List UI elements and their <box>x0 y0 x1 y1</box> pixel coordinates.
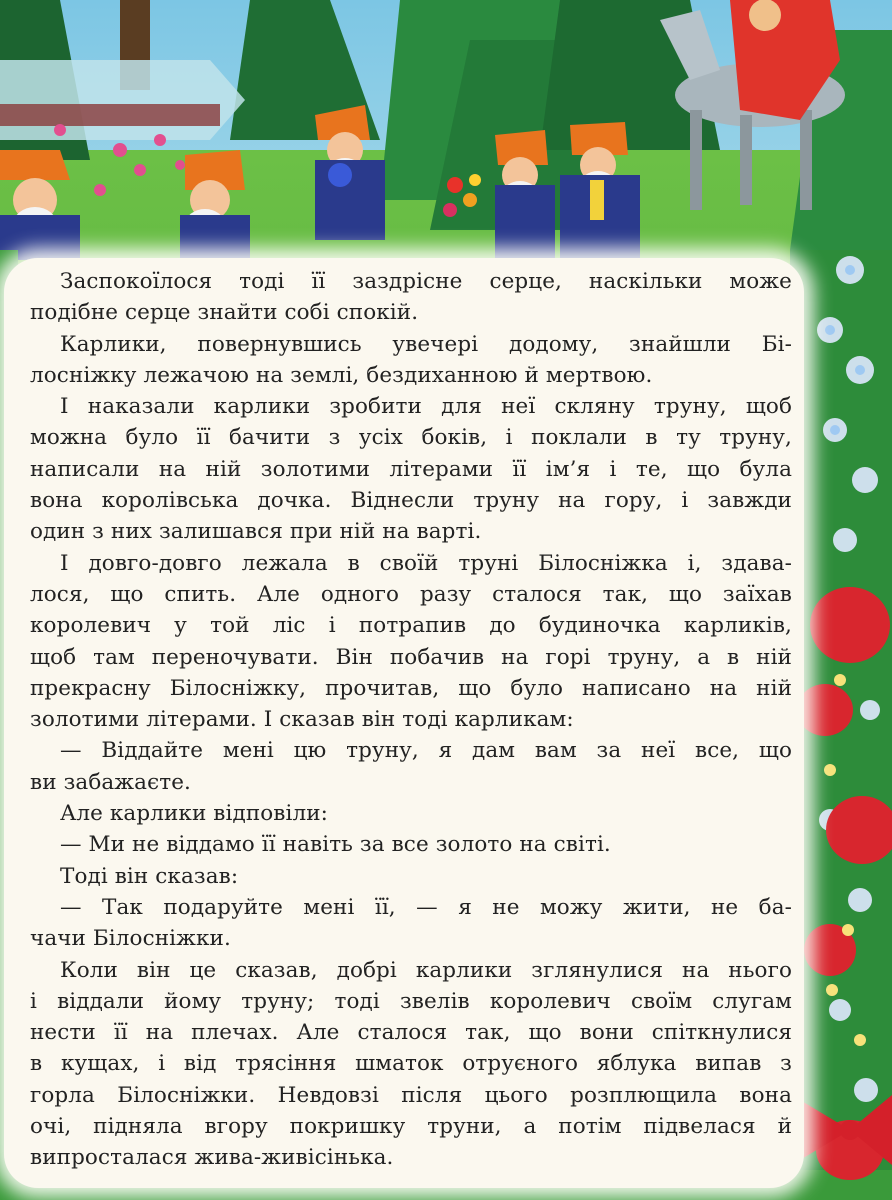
text-line: вона королівська дочка. Віднесли труну на гору, і завжди <box>30 488 792 514</box>
story-text <box>30 266 792 1174</box>
text-line: — Так подаруйте мені її, — я не можу жити, не ба- <box>60 894 792 920</box>
paragraph <box>30 548 792 736</box>
dwarf-4 <box>495 130 555 260</box>
text-line: Коли він це сказав, добрі карлики зглянулися на нього <box>60 957 792 983</box>
text-line: — Ми не віддамо її навіть за все золото на світі. <box>60 832 611 858</box>
text-line: королевич у той ліс і потрапив до будиночка карликів, <box>30 613 792 639</box>
text-line: випросталася жива-живісінька. <box>30 1145 394 1171</box>
text-line: лосніжку лежачою на землі, бездиханною й мертвою. <box>30 362 653 388</box>
paragraph <box>30 798 792 829</box>
paragraph <box>30 391 792 547</box>
text-line: подібне серце знайти собі спокій. <box>30 300 419 326</box>
text-line: можна було її бачити з усіх боків, і поклали в ту труну, <box>30 425 792 451</box>
paragraph <box>30 955 792 1174</box>
paragraph <box>30 892 792 955</box>
text-line: прекрасну Білосніжку, прочитав, що було написано на ній <box>30 675 792 701</box>
text-line: очі, підняла вгору покришку труни, а потім підвелася й <box>30 1114 792 1140</box>
text-line: І наказали карлики зробити для неї скляну труну, щоб <box>60 394 792 420</box>
glass-coffin <box>0 60 245 140</box>
text-line: Карлики, повернувшись увечері додому, знайшли Бі- <box>60 331 792 357</box>
text-line: чачи Білосніжки. <box>30 926 231 952</box>
text-line: щоб там переночувати. Він побачив на горі труну, а в ній <box>30 644 792 670</box>
text-line: в кущах, і від трясіння шматок отруєного яблука випав з <box>30 1051 792 1077</box>
text-line: один з них залишався при ній на варті. <box>30 519 482 545</box>
paragraph <box>30 735 792 798</box>
paragraph <box>30 266 792 329</box>
paragraph <box>30 861 792 892</box>
paragraph <box>30 829 792 860</box>
text-line: — Віддайте мені цю труну, я дам вам за неї все, що <box>60 738 792 764</box>
text-line: ви забажаєте. <box>30 769 191 795</box>
text-line: і віддали йому труну; тоді звелів королевич своїм слугам <box>30 988 792 1014</box>
text-line: Тоді він сказав: <box>60 863 239 889</box>
text-line: золотими літерами. І сказав він тоді карликам: <box>30 707 574 733</box>
text-line: Заспокоїлося тоді її заздрісне серце, наскільки може <box>60 269 792 294</box>
paragraph <box>30 329 792 392</box>
text-line: написали на ній золотими літерами її ім’я і те, що була <box>30 456 792 482</box>
text-line: лося, що спить. Але одного разу сталося так, що заїхав <box>30 581 792 607</box>
text-line: нести її на плечах. Але сталося так, що вони спіткнулися <box>30 1020 792 1046</box>
text-line: Але карлики відповіли: <box>60 801 329 827</box>
text-line: горла Білосніжки. Невдовзі після цього розплющила вона <box>30 1082 792 1108</box>
text-line: І довго-довго лежала в своїй труні Білосніжка і, здава- <box>60 550 792 576</box>
